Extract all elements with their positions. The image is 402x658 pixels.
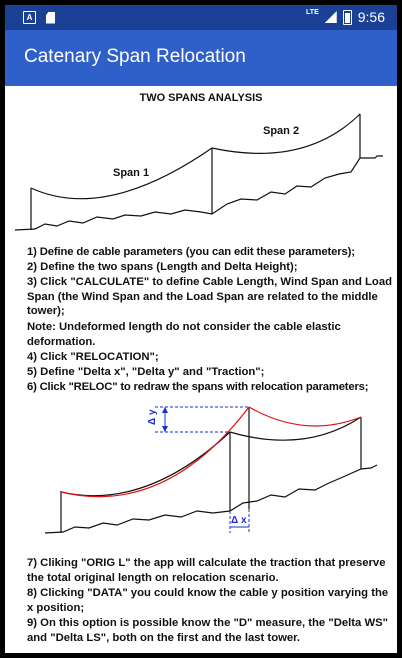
relocated-cable-span2	[249, 407, 361, 426]
status-notifications	[23, 11, 55, 24]
original-cable-span2	[230, 417, 361, 440]
step-6: 6) Click "RELOC" to redraw the spans with relocation parameters;	[27, 381, 369, 393]
app-title: Catenary Span Relocation	[24, 46, 246, 67]
diagram-title: TWO SPANS ANALYSIS	[139, 92, 263, 104]
note: Note: Undeformed length do not consider the cable elastic deformation.	[27, 321, 341, 348]
status-indicators	[306, 9, 385, 25]
dx-label: Δ x	[231, 515, 247, 526]
help-content[interactable]	[5, 86, 397, 653]
lte-indicator: LTE	[306, 8, 319, 16]
sd-card-icon	[46, 12, 55, 24]
battery-icon	[343, 10, 352, 25]
span1-label: Span 1	[113, 167, 150, 179]
step-3: 3) Click "CALCULATE" to define Cable Length, Wind Span and Load Span (the Wind Span and the Load Span are related to the middle tower);	[27, 276, 393, 318]
relocation-diagram	[5, 399, 397, 539]
step-4: 4) Click "RELOCATION";	[27, 351, 159, 363]
ground-profile	[15, 156, 383, 230]
step-5: 5) Define "Delta x", "Delta y" and "Traction";	[27, 366, 265, 378]
step-2: 2) Define the two spans (Length and Delta Height);	[27, 261, 298, 273]
step-9: 9) On this option is possible know the "D" measure, the "Delta WS" and "Delta LS", both on the first and the last tower.	[27, 617, 389, 644]
ground-profile	[45, 465, 377, 533]
app-bar	[5, 30, 397, 86]
dy-label: Δ y	[147, 409, 158, 425]
two-spans-diagram	[5, 104, 397, 254]
app-notification-icon: A	[23, 11, 36, 24]
step-1: 1) Define de cable parameters (you can edit these parameters);	[27, 246, 355, 258]
signal-icon	[325, 11, 337, 23]
dy-arrow-top	[162, 407, 168, 413]
original-cable-span1	[61, 432, 230, 496]
status-time: 9:56	[357, 9, 385, 25]
step-7: 7) Cliking "ORIG L" the app will calculate the traction that preserve the total original length on relocation scenario.	[27, 557, 386, 584]
dy-arrow-bottom	[162, 426, 168, 432]
span2-label: Span 2	[263, 125, 300, 137]
step-8: 8) Clicking "DATA" you could know the cable y position varying the x position;	[27, 587, 389, 614]
status-bar	[5, 5, 397, 30]
